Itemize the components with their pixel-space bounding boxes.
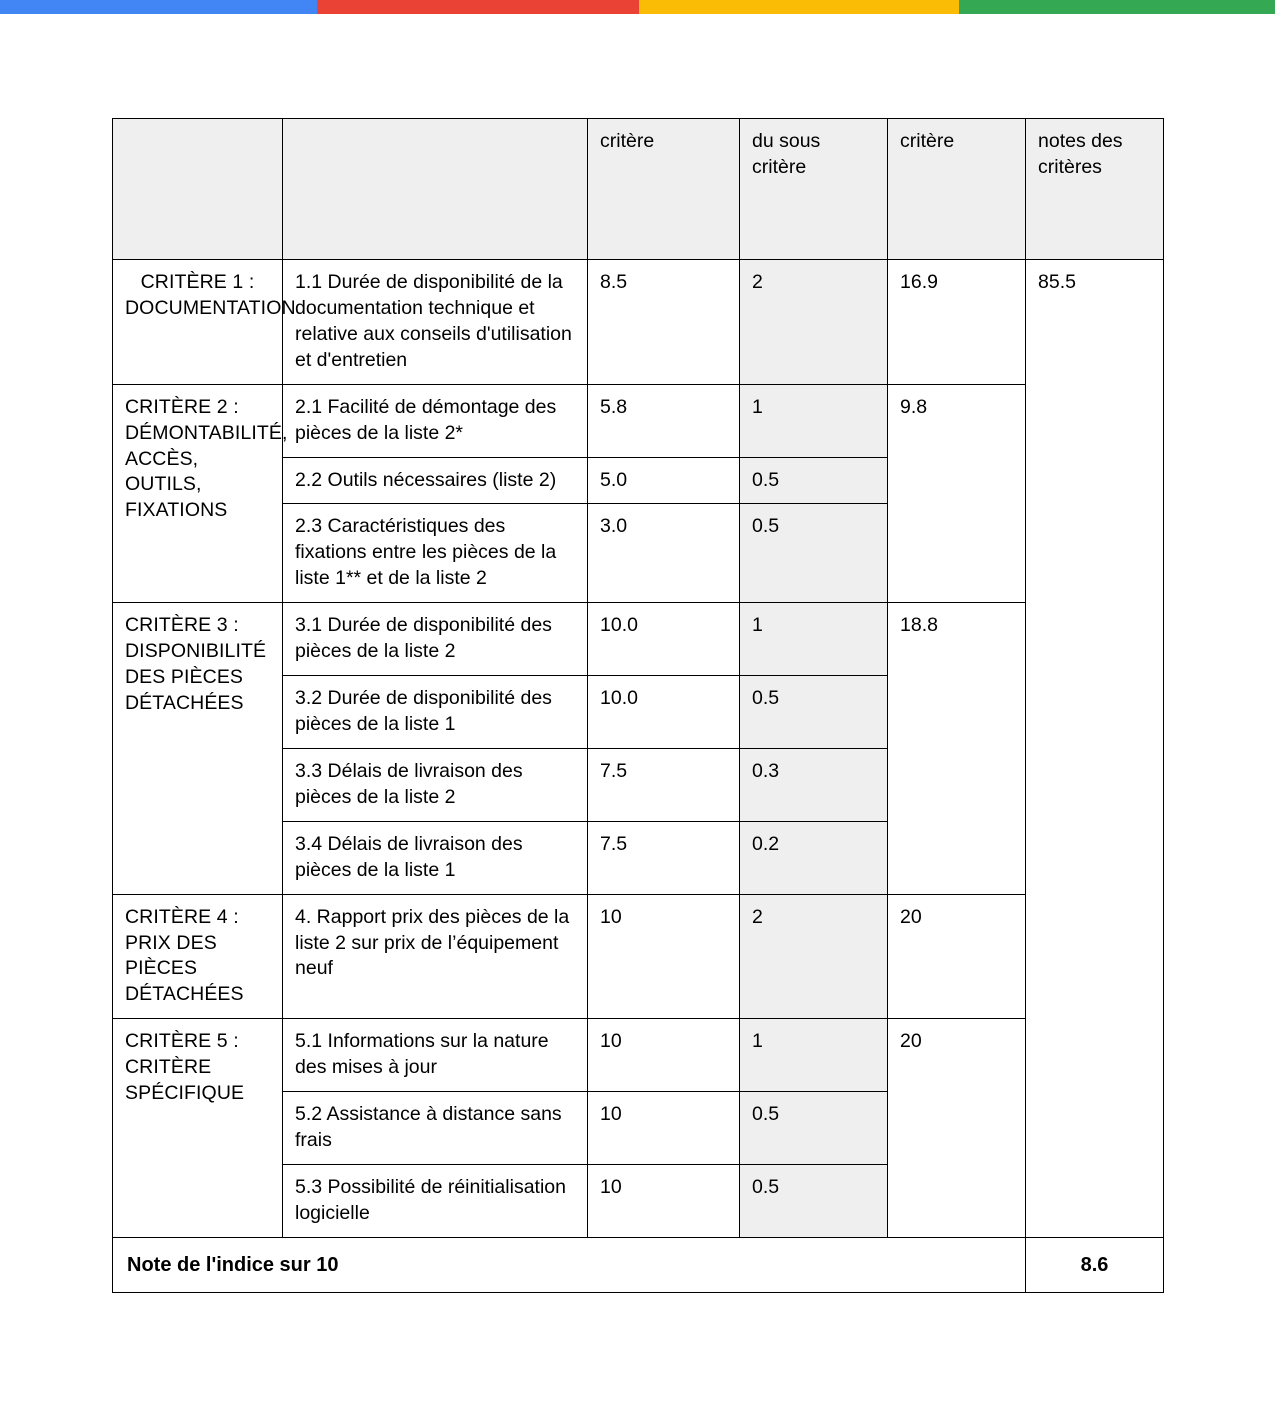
criterion-total-cell-1: 16.9 <box>888 260 1026 385</box>
subcriterion-cell-5-2: 5.2 Assistance à distance sans frais <box>283 1092 588 1165</box>
coef-cell-1-1: 2 <box>740 260 888 385</box>
note-cell-3-2: 10.0 <box>588 676 740 749</box>
table-row <box>113 1019 1164 1092</box>
category-cell-5: CRITÈRE 5 : CRITÈRE SPÉCIFIQUE <box>113 1019 283 1238</box>
table-header <box>113 119 1164 260</box>
table-row <box>113 384 1164 457</box>
criterion-total-cell-2: 9.8 <box>888 384 1026 603</box>
header-cell-note-critere-total: critère <box>888 119 1026 260</box>
category-cell-2: CRITÈRE 2 : DÉMONTABILITÉ, ACCÈS, OUTILS, FIXATIONS <box>113 384 283 603</box>
criterion-total-cell-5: 20 <box>888 1019 1026 1238</box>
note-cell-2-3: 3.0 <box>588 504 740 603</box>
final-score-value: 8.6 <box>1026 1237 1164 1293</box>
subcriterion-cell-2-2: 2.2 Outils nécessaires (liste 2) <box>283 457 588 504</box>
global-note-cell: 85.5 <box>1026 260 1164 1238</box>
category-cell-3: CRITÈRE 3 : DISPONIBILITÉ DES PIÈCES DÉTACHÉES <box>113 603 283 894</box>
coef-cell-3-4: 0.2 <box>740 821 888 894</box>
coef-cell-2-1: 1 <box>740 384 888 457</box>
coef-cell-2-2: 0.5 <box>740 457 888 504</box>
note-cell-3-3: 7.5 <box>588 748 740 821</box>
header-cell-notes-des-criteres: notes des critères <box>1026 119 1164 260</box>
subcriterion-cell-5-3: 5.3 Possibilité de réinitialisation logicielle <box>283 1164 588 1237</box>
coef-cell-5-3: 0.5 <box>740 1164 888 1237</box>
header-cell-coef-sous-critere: du sous critère <box>740 119 888 260</box>
note-cell-2-1: 5.8 <box>588 384 740 457</box>
table-row <box>113 603 1164 676</box>
subcriterion-cell-3-2: 3.2 Durée de disponibilité des pièces de la liste 1 <box>283 676 588 749</box>
note-cell-5-2: 10 <box>588 1092 740 1165</box>
note-cell-3-4: 7.5 <box>588 821 740 894</box>
coef-cell-4-1: 2 <box>740 894 888 1019</box>
subcriterion-cell-3-4: 3.4 Délais de livraison des pièces de la liste 1 <box>283 821 588 894</box>
note-cell-4-1: 10 <box>588 894 740 1019</box>
note-cell-3-1: 10.0 <box>588 603 740 676</box>
subcriterion-cell-5-1: 5.1 Informations sur la nature des mises à jour <box>283 1019 588 1092</box>
note-cell-5-1: 10 <box>588 1019 740 1092</box>
category-cell-1: CRITÈRE 1 : DOCUMENTATION <box>113 260 283 385</box>
header-cell-note-critere: critère <box>588 119 740 260</box>
note-cell-5-3: 10 <box>588 1164 740 1237</box>
subcriterion-cell-3-1: 3.1 Durée de disponibilité des pièces de la liste 2 <box>283 603 588 676</box>
table-body <box>113 260 1164 1293</box>
criterion-total-cell-4: 20 <box>888 894 1026 1019</box>
table-footer-row <box>113 1237 1164 1293</box>
brand-bar-red <box>317 0 639 14</box>
coef-cell-2-3: 0.5 <box>740 504 888 603</box>
coef-cell-3-3: 0.3 <box>740 748 888 821</box>
note-cell-1-1: 8.5 <box>588 260 740 385</box>
coef-cell-3-2: 0.5 <box>740 676 888 749</box>
brand-bar-blue <box>0 0 317 14</box>
brand-color-bar <box>0 0 1275 14</box>
document-page <box>0 14 1275 1293</box>
brand-bar-yellow <box>639 0 959 14</box>
criterion-total-cell-3: 18.8 <box>888 603 1026 894</box>
category-cell-4: CRITÈRE 4 : PRIX DES PIÈCES DÉTACHÉES <box>113 894 283 1019</box>
subcriterion-cell-4-1: 4. Rapport prix des pièces de la liste 2 sur prix de l’équipement neuf <box>283 894 588 1019</box>
subcriterion-cell-2-3: 2.3 Caractéristiques des fixations entre les pièces de la liste 1** et de la liste 2 <box>283 504 588 603</box>
header-cell-category <box>113 119 283 260</box>
table-header-row <box>113 119 1164 260</box>
table-row <box>113 260 1164 385</box>
coef-cell-5-2: 0.5 <box>740 1092 888 1165</box>
header-cell-subcriterion <box>283 119 588 260</box>
note-cell-2-2: 5.0 <box>588 457 740 504</box>
table-row <box>113 894 1164 1019</box>
subcriterion-cell-3-3: 3.3 Délais de livraison des pièces de la liste 2 <box>283 748 588 821</box>
repairability-index-table <box>112 118 1164 1293</box>
coef-cell-5-1: 1 <box>740 1019 888 1092</box>
subcriterion-cell-2-1: 2.1 Facilité de démontage des pièces de la liste 2* <box>283 384 588 457</box>
subcriterion-cell-1-1: 1.1 Durée de disponibilité de la documentation technique et relative aux conseils d'utilisation et d'entretien <box>283 260 588 385</box>
coef-cell-3-1: 1 <box>740 603 888 676</box>
brand-bar-green <box>959 0 1275 14</box>
final-score-label: Note de l'indice sur 10 <box>113 1237 1026 1293</box>
